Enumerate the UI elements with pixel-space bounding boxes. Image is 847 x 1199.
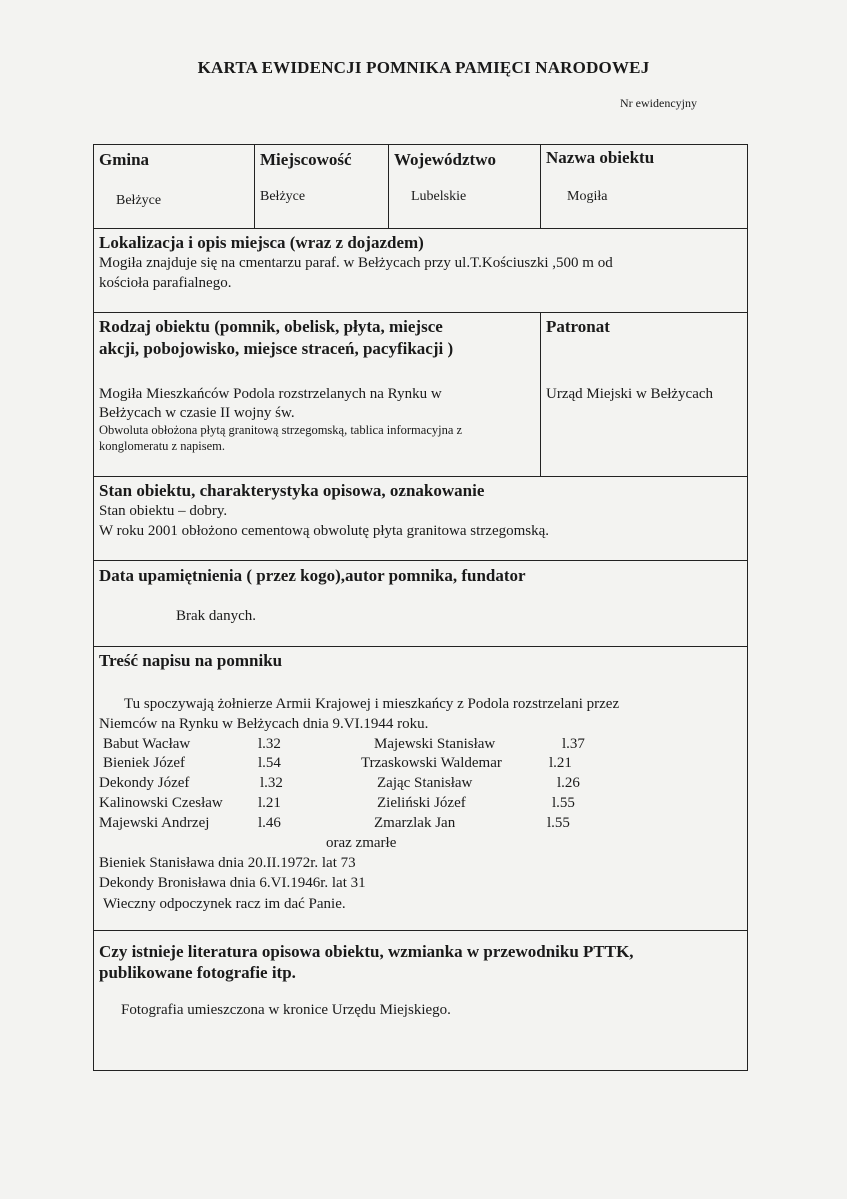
column-divider [254, 144, 255, 228]
rodzaj-note: konglomeratu z napisem. [99, 439, 226, 453]
lokalizacja-line: kościoła parafialnego. [99, 275, 232, 291]
tresc-intro: Niemców na Rynku w Bełżycach dnia 9.VI.1944 roku. [99, 716, 429, 732]
row-divider [93, 646, 748, 647]
name-left: Dekondy Józef [99, 775, 190, 791]
wojewodztwo-label: Województwo [394, 150, 496, 169]
rodzaj-line: Bełżycach w czasie II wojny św. [99, 405, 295, 421]
lokalizacja-heading: Lokalizacja i opis miejsca (wraz z dojazdem) [99, 233, 424, 252]
stan-heading: Stan obiektu, charakterystyka opisowa, oznakowanie [99, 481, 485, 500]
miejscowosc-value: Bełżyce [260, 189, 306, 204]
name-right: Majewski Stanisław [374, 736, 496, 752]
name-right: Zmarzlak Jan [374, 815, 456, 831]
nazwa-obiektu-value: Mogiła [567, 189, 608, 204]
column-divider [540, 312, 541, 476]
name-left: Bieniek Józef [103, 755, 186, 771]
age-left: l.46 [258, 815, 281, 831]
rodzaj-heading: Rodzaj obiektu (pomnik, obelisk, płyta, miejsce [99, 317, 443, 336]
literatura-value: Fotografia umieszczona w kronice Urzędu Miejskiego. [121, 1002, 451, 1018]
nazwa-obiektu-label: Nazwa obiektu [546, 148, 655, 167]
row-divider [93, 228, 748, 229]
age-right: l.55 [547, 815, 570, 831]
name-right: Trzaskowski Waldemar [361, 755, 502, 771]
stan-line: W roku 2001 obłożono cementową obwolutę płyta granitowa strzegomską. [99, 523, 550, 539]
rodzaj-note: Obwoluta obłożona płytą granitową strzegomską, tablica informacyjna z [99, 423, 463, 437]
age-left: l.32 [258, 736, 281, 752]
name-right: Zając Stanisław [377, 775, 473, 791]
data-upamietnienia-heading: Data upamiętnienia ( przez kogo),autor pomnika, fundator [99, 566, 526, 585]
document-title: KARTA EWIDENCJI POMNIKA PAMIĘCI NARODOWEJ [197, 58, 650, 77]
tresc-intro: Tu spoczywają żołnierze Armii Krajowej i mieszkańcy z Podola rozstrzelani przez [124, 696, 620, 712]
tresc-heading: Treść napisu na pomniku [99, 651, 283, 670]
age-right: l.21 [549, 755, 572, 771]
age-left: l.32 [260, 775, 283, 791]
oraz-label: oraz zmarłe [326, 835, 397, 851]
literatura-heading: Czy istnieje literatura opisowa obiektu, wzmianka w przewodniku PTTK, [99, 942, 634, 961]
row-divider [93, 312, 748, 313]
lokalizacja-line: Mogiła znajduje się na cmentarzu paraf. w Bełżycach przy ul.T.Kościuszki ,500 m od [99, 255, 613, 271]
rodzaj-heading: akcji, pobojowisko, miejsce straceń, pacyfikacji ) [99, 339, 454, 358]
extra-name: Bieniek Stanisława dnia 20.II.1972r. lat 73 [99, 855, 356, 871]
record-number-label: Nr ewidencyjny [620, 96, 697, 110]
patronat-heading: Patronat [546, 317, 610, 336]
data-upamietnienia-value: Brak danych. [176, 608, 256, 624]
gmina-value: Bełżyce [116, 193, 162, 208]
column-divider [388, 144, 389, 228]
row-divider [93, 930, 748, 931]
extra-name: Dekondy Bronisława dnia 6.VI.1946r. lat 31 [99, 875, 366, 891]
name-left: Majewski Andrzej [99, 815, 210, 831]
row-divider [93, 560, 748, 561]
literatura-heading: publikowane fotografie itp. [99, 963, 296, 982]
name-left: Kalinowski Czesław [99, 795, 223, 811]
age-left: l.21 [258, 795, 281, 811]
rodzaj-line: Mogiła Mieszkańców Podola rozstrzelanych na Rynku w [99, 386, 442, 402]
wojewodztwo-value: Lubelskie [411, 189, 467, 204]
row-divider [93, 476, 748, 477]
column-divider [540, 144, 541, 228]
name-right: Zieliński Józef [377, 795, 466, 811]
name-left: Babut Wacław [103, 736, 191, 752]
stan-line: Stan obiektu – dobry. [99, 503, 228, 519]
gmina-label: Gmina [99, 150, 150, 169]
age-right: l.55 [552, 795, 575, 811]
patronat-value: Urząd Miejski w Bełżycach [546, 386, 714, 402]
miejscowosc-label: Miejscowość [260, 150, 352, 169]
age-right: l.26 [557, 775, 580, 791]
age-left: l.54 [258, 755, 281, 771]
closing-line: Wieczny odpoczynek racz im dać Panie. [103, 896, 346, 912]
age-right: l.37 [562, 736, 585, 752]
